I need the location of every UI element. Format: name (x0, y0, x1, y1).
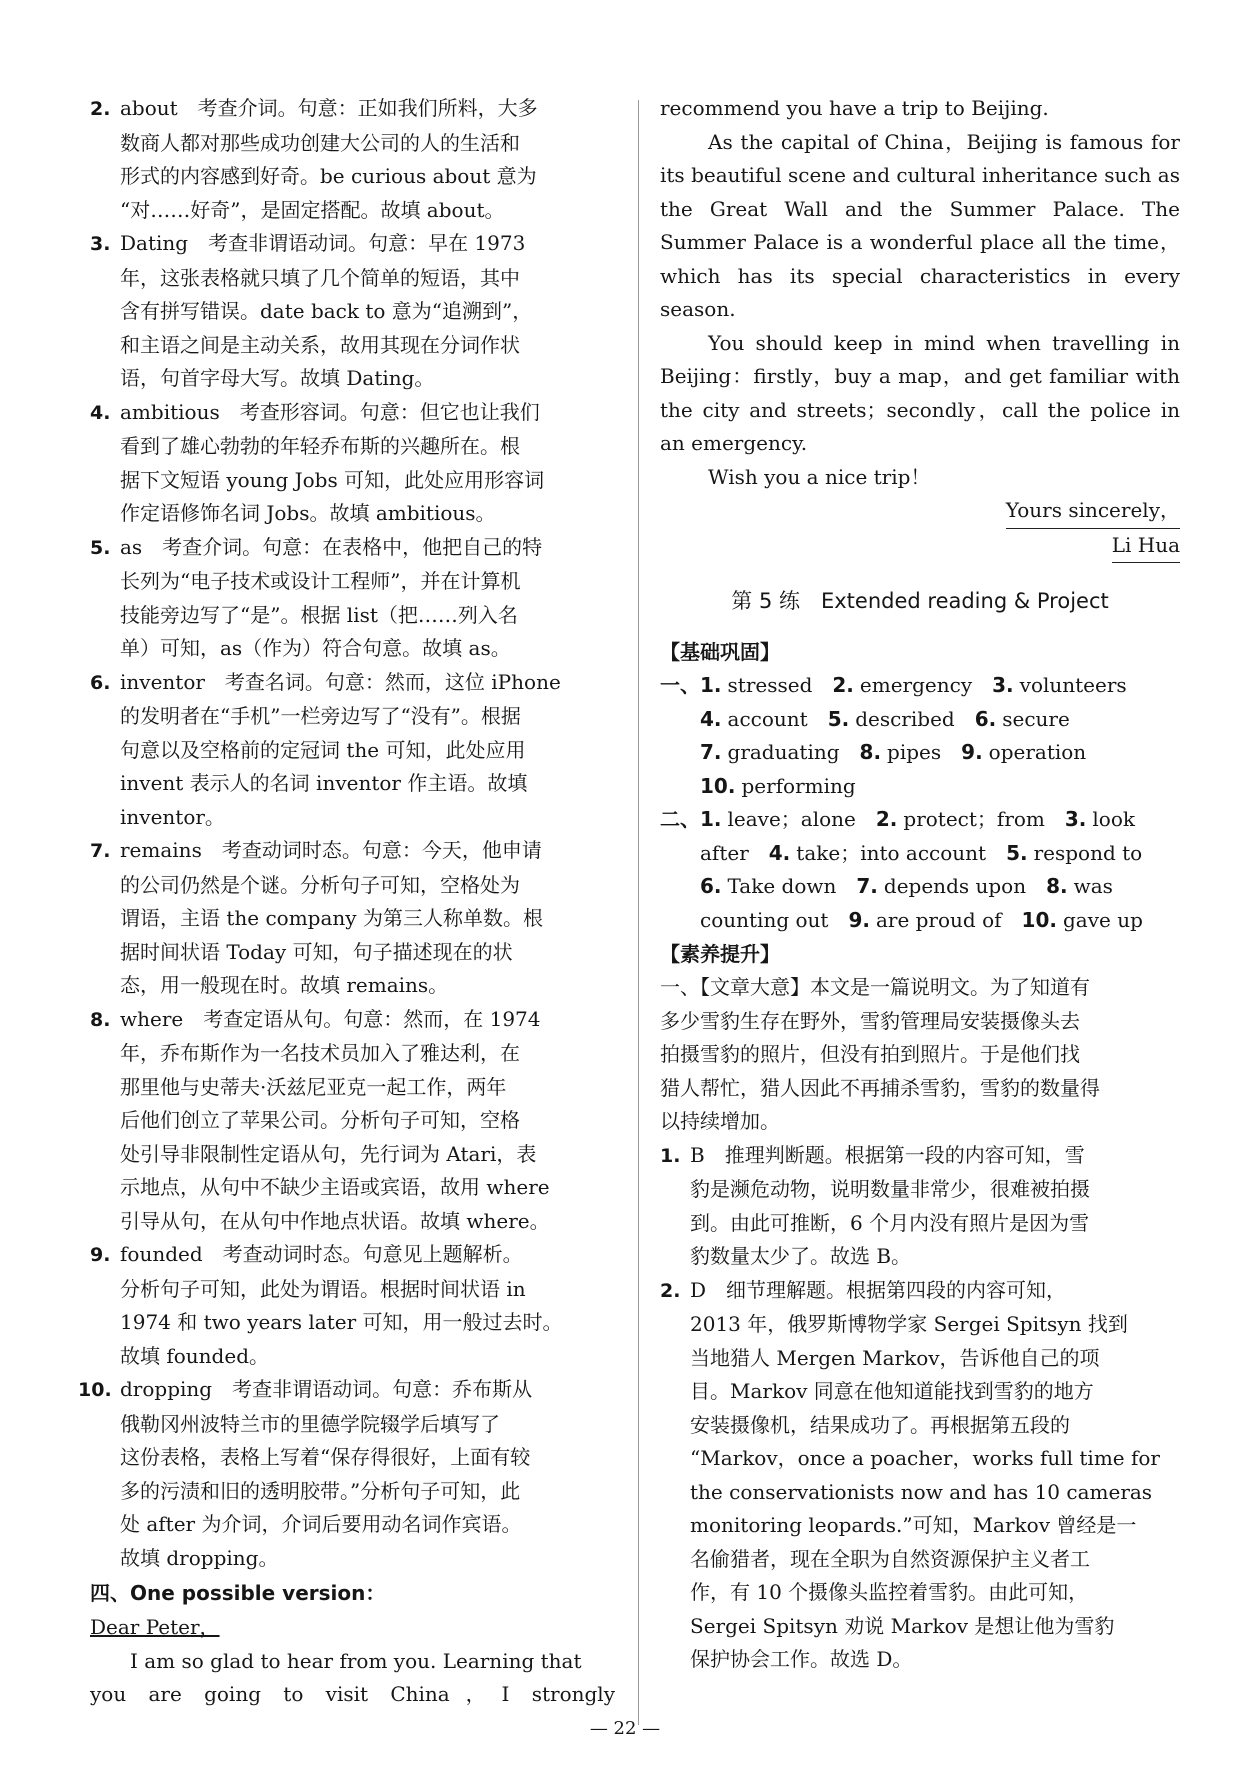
answer-line: 俄勒冈州波特兰市的里德学院辍学后填写了 (120, 1411, 500, 1436)
answer-text: D 细节理解题。根据第四段的内容可知， (690, 1277, 1067, 1302)
answer-number: 3. (992, 673, 1014, 697)
answer-line: 多的污渍和旧的透明胶带。”分析句子可知，此 (120, 1478, 521, 1503)
answer-item (660, 1139, 1180, 1274)
item-number: 6. (90, 671, 111, 694)
answer-word: operation (988, 740, 1087, 764)
answer-line: 2013 年，俄罗斯博物学家 Sergei Spitsyn 找到 (690, 1312, 1128, 1336)
answer-line: 语，句首字母大写。故填 Dating。 (120, 366, 435, 390)
answer-text: as 考查介词。句意：在表格中，他把自己的特 (120, 534, 543, 559)
answer-number: 7. (856, 874, 878, 898)
answer-line: 处引导非限制性定语从句，先行词为 Atari，表 (120, 1141, 537, 1166)
answer-word: was (1073, 874, 1113, 898)
answer-line: invent 表示人的名词 inventor 作主语。故填 (120, 771, 528, 795)
article-summary (660, 971, 1180, 1139)
answer-line: 的发明者在“手机”一栏旁边写了“没有”。根据 (120, 704, 521, 728)
letter-paragraph: Wish you a nice trip！ (708, 464, 931, 489)
answer-line: 形式的内容感到好奇。be curious about 意为 (120, 164, 537, 188)
answer-text: Dating 考查非谓语动词。句意：早在 1973 (120, 231, 526, 255)
answer-word: performing (741, 773, 856, 798)
answer-cell (828, 707, 955, 731)
answer-word: described (855, 706, 955, 731)
item-number: 4. (90, 401, 111, 424)
answer-line: 句意以及空格前的定冠词 the 可知，此处应用 (120, 737, 526, 762)
answer-list (78, 92, 615, 1575)
answer-row (660, 803, 1180, 837)
answer-word: are proud of (875, 907, 1002, 932)
answer-word: leave；alone (727, 807, 856, 831)
answer-cell (1006, 841, 1142, 865)
answer-number: 10. (1021, 907, 1057, 932)
answer-number: 7. (700, 740, 722, 764)
answer-word: Take down (727, 874, 837, 898)
answer-line: 长列为“电子技术或设计工程师”，并在计算机 (120, 569, 521, 593)
answer-line: 年，乔布斯作为一名技术员加入了雅达利，在 (120, 1041, 520, 1065)
answer-row (660, 669, 1180, 703)
item-number: 8. (90, 1008, 111, 1031)
item-number: 2. (660, 1279, 681, 1302)
answer-text: ambitious 考查形容词。句意：但它也让我们 (120, 399, 540, 424)
answer-word: gave up (1062, 907, 1143, 932)
answer-text: B 推理判断题。根据第一段的内容可知，雪 (690, 1142, 1085, 1167)
answer-line: 年，这张表格就只填了几个简单的短语，其中 (120, 265, 520, 290)
answer-word: stressed (727, 673, 813, 697)
answer-word: graduating (727, 740, 840, 764)
answer-item (90, 396, 615, 531)
answer-line (78, 1373, 615, 1408)
summary-line: 拍摄雪豹的照片，但没有拍到照片。于是他们找 (660, 1042, 1080, 1066)
letter-paragraph: You should keep in mind when travelling in Beijing：firstly，buy a map，and get familiar with the city and streets；secondly，call the police in an emergency. (660, 330, 1180, 455)
answer-item (90, 1003, 615, 1239)
answer-item (78, 1373, 615, 1575)
part-one-answers (660, 669, 1180, 803)
answer-word: account (727, 706, 808, 731)
answer-line: 引导从句，在从句中作地点状语。故填 where。 (120, 1208, 550, 1233)
answer-cell (856, 874, 1026, 898)
answer-line: inventor。 (120, 804, 225, 829)
answer-line: 作，有 10 个摄像头监控着雪豹。由此可知， (690, 1580, 1089, 1604)
item-number: 7. (90, 840, 111, 862)
answer-line: 这份表格，表格上写着“保存得很好，上面有较 (120, 1445, 531, 1469)
answer-line (90, 834, 615, 869)
answer-text: remains 考查动词时态。句意：今天，他申请 (120, 838, 542, 862)
answer-word: volunteers (1019, 673, 1127, 697)
answer-line: 的公司仍然是个谜。分析句子可知，空格处为 (120, 872, 520, 897)
letter-closing (660, 494, 1180, 529)
answer-line: 故填 founded。 (120, 1343, 270, 1368)
answer-word: depends upon (883, 874, 1027, 898)
practice-title: 第 5 练 Extended reading & Project (731, 589, 1109, 613)
answer-line (90, 227, 615, 262)
answer-item (90, 531, 615, 666)
answer-cell (700, 908, 828, 932)
answer-cell (769, 841, 986, 865)
answer-line: 看到了雄心勃勃的年轻乔布斯的兴趣所在。根 (120, 434, 520, 458)
answer-row (660, 904, 1180, 938)
section-four-heading: 四、One possible version： (90, 1581, 386, 1605)
answer-number: 4. (768, 840, 791, 865)
answer-cell (848, 908, 1001, 932)
answer-line: 谓语，主语 the company 为第三人称单数。根 (120, 906, 543, 930)
answer-item (90, 227, 615, 396)
answer-line: 豹是濒危动物，说明数量非常少，很难被拍摄 (690, 1177, 1090, 1201)
answer-line: 态，用一般现在时。故填 remains。 (120, 973, 449, 997)
answer-line: 和主语之间是主动关系，故用其现在分词作状 (120, 332, 520, 357)
answer-item (90, 666, 615, 835)
answer-line: 含有拼写错误。date back to 意为“追溯到”， (120, 299, 533, 323)
answer-cell (700, 740, 840, 764)
answer-line: 据时间状语 Today 可知，句子描述现在的状 (120, 939, 513, 964)
item-number: 9. (90, 1244, 111, 1266)
answer-cell (1046, 874, 1113, 898)
summary-line: 多少雪豹生存在野外，雪豹管理局安装摄像头去 (660, 1008, 1080, 1033)
answer-line (90, 666, 615, 701)
answer-word: respond to (1033, 840, 1143, 865)
answer-word: pipes (887, 740, 942, 764)
answer-line: “Markov，once a poacher，works full time for (690, 1446, 1160, 1470)
answer-cell (992, 673, 1127, 697)
answer-text: dropping 考查非谓语动词。句意：乔布斯从 (120, 1377, 533, 1401)
summary-line: 一、【文章大意】本文是一篇说明文。为了知道有 (660, 975, 1090, 999)
answer-line: 后他们创立了苹果公司。分析句子可知，空格 (120, 1108, 520, 1132)
signature-text: Li Hua (1112, 529, 1180, 564)
answer-cell (700, 774, 856, 798)
answer-item (90, 92, 615, 227)
answer-text: inventor 考查名词。句意：然而，这位 iPhone (120, 669, 561, 694)
item-number: 1. (660, 1144, 681, 1167)
item-number: 5. (90, 536, 111, 559)
closing-text: Yours sincerely， (1006, 494, 1180, 529)
answer-line: 那里他与史蒂夫·沃兹尼亚克一起工作，两年 (120, 1074, 507, 1099)
answer-line (90, 92, 615, 127)
answer-number: 3. (1064, 807, 1087, 831)
answer-line: 故填 dropping。 (120, 1545, 279, 1570)
answer-line (90, 1238, 615, 1273)
answer-cell (876, 807, 1045, 831)
answer-cell (700, 707, 808, 731)
summary-line: 猎人帮忙，猎人因此不再捕杀雪豹，雪豹的数量得 (660, 1075, 1100, 1100)
answer-line: 示地点，从句中不缺少主语或宾语，故用 where (120, 1175, 550, 1199)
answer-number: 2. (875, 807, 898, 831)
answer-text: where 考查定语从句。句意：然而，在 1974 (120, 1006, 541, 1031)
letter-line: you are going to visit China，I strongly (90, 1682, 615, 1706)
answer-word: counting out (700, 907, 829, 932)
page-number: — 22 — (589, 1718, 661, 1739)
answer-row (660, 770, 1180, 804)
answer-cell (1065, 807, 1135, 831)
answer-line (660, 1274, 1180, 1309)
answer-word: emergency (859, 673, 973, 697)
answer-number: 6. (700, 874, 722, 898)
question-answers (660, 1139, 1180, 1677)
item-number: 3. (90, 233, 111, 255)
answer-line: 豹数量太少了。故选 B。 (690, 1244, 912, 1268)
summary-line: 以持续增加。 (660, 1109, 780, 1133)
answer-number: 9. (848, 907, 870, 932)
answer-cell (860, 740, 942, 764)
answer-word: after (700, 840, 749, 865)
answer-cell (832, 673, 972, 697)
answer-row (660, 703, 1180, 737)
answer-line: 据下文短语 young Jobs 可知，此处应用形容词 (120, 467, 545, 492)
answer-text: founded 考查动词时态。句意见上题解析。 (120, 1242, 523, 1266)
answer-line: 数商人都对那些成功创建大公司的人的生活和 (120, 130, 520, 155)
answer-line: 目。Markov 同意在他知道能找到雪豹的地方 (690, 1379, 1094, 1403)
answer-line (90, 531, 615, 566)
answer-cell (700, 874, 836, 898)
answer-number: 4. (700, 706, 722, 731)
answer-line: monitoring leopards.”可知，Markov 曾经是一 (690, 1513, 1137, 1537)
answer-text: about 考查介词。句意：正如我们所料，大多 (120, 96, 538, 120)
item-number: 2. (90, 98, 111, 120)
answer-word: secure (1002, 706, 1070, 731)
answer-item (90, 834, 615, 1003)
answer-number: 8. (859, 740, 882, 764)
answer-line: “对……好奇”，是固定搭配。故填 about。 (120, 197, 505, 222)
answer-line: 1974 和 two years later 可知，用一般过去时。 (120, 1310, 563, 1334)
answer-line (90, 396, 615, 431)
answer-number: 6. (974, 706, 997, 731)
letter-line: recommend you have a trip to Beijing. (660, 96, 1049, 120)
part-two-answers (660, 803, 1180, 937)
column-divider (638, 100, 639, 1725)
basic-heading: 【基础巩固】 (660, 640, 780, 664)
left-column (78, 92, 615, 1712)
part-prefix: 一、 (660, 673, 700, 697)
answer-row (660, 837, 1180, 871)
answer-cell (700, 807, 856, 831)
letter-opening (90, 1645, 615, 1712)
answer-line: the conservationists now and has 10 cameras (690, 1479, 1153, 1504)
answer-row (660, 736, 1180, 770)
answer-cell (700, 673, 812, 697)
answer-line: Sergei Spitsyn 劝说 Markov 是想让他为雪豹 (690, 1613, 1115, 1638)
answer-cell (700, 841, 749, 865)
answer-line: 名偷猎者，现在全职为自然资源保护主义者工 (690, 1546, 1090, 1571)
letter-line: I am so glad to hear from you. Learning that (130, 1648, 582, 1673)
answer-cell (975, 707, 1070, 731)
answer-number: 10. (700, 773, 736, 798)
answer-number: 8. (1046, 874, 1068, 898)
answer-line: 到。由此可推断，6 个月内没有照片是因为雪 (690, 1210, 1090, 1235)
answer-number: 2. (832, 673, 854, 697)
letter-paragraph: As the capital of China，Beijing is famous for its beautiful scene and cultural inheritance such as the Great Wall and the Summer Palace. The Summer Palace is a wonderful place all the time，which has its special characteristics in every season. (660, 129, 1180, 321)
answer-line: 保护协会工作。故选 D。 (690, 1647, 913, 1671)
answer-cell (1022, 908, 1143, 932)
answer-line: 技能旁边写了“是”。根据 list（把……列入名 (120, 602, 518, 627)
answer-number: 5. (827, 706, 850, 731)
answer-number: 1. (700, 807, 722, 831)
answer-line: 单）可知，as（作为）符合句意。故填 as。 (120, 636, 511, 660)
answer-cell (961, 740, 1086, 764)
answer-line: 作定语修饰名词 Jobs。故填 ambitious。 (120, 501, 496, 525)
answer-word: take；into account (796, 840, 987, 865)
answer-number: 1. (700, 673, 722, 697)
answer-item (660, 1274, 1180, 1677)
letter-salutation: Dear Peter， (90, 1615, 220, 1639)
answer-line: 当地猎人 Mergen Markov，告诉他自己的项 (690, 1345, 1100, 1370)
letter-signature (660, 529, 1180, 564)
answer-row (660, 870, 1180, 904)
part-prefix: 二、 (660, 807, 700, 831)
answer-line: 处 after 为介词，介词后要用动名词作宾语。 (120, 1512, 522, 1536)
item-number: 10. (78, 1379, 112, 1401)
answer-number: 9. (961, 740, 983, 764)
answer-number: 5. (1006, 840, 1028, 865)
answer-item (90, 1238, 615, 1373)
answer-line: 安装摄像机，结果成功了。再根据第五段的 (690, 1412, 1070, 1437)
answer-line: 分析句子可知，此处为谓语。根据时间状语 in (120, 1276, 526, 1301)
answer-word: look (1092, 807, 1136, 831)
answer-word: protect；from (903, 807, 1045, 831)
improve-heading: 【素养提升】 (660, 942, 780, 966)
right-column (660, 92, 1180, 1677)
answer-line (660, 1139, 1180, 1174)
answer-line (90, 1003, 615, 1038)
